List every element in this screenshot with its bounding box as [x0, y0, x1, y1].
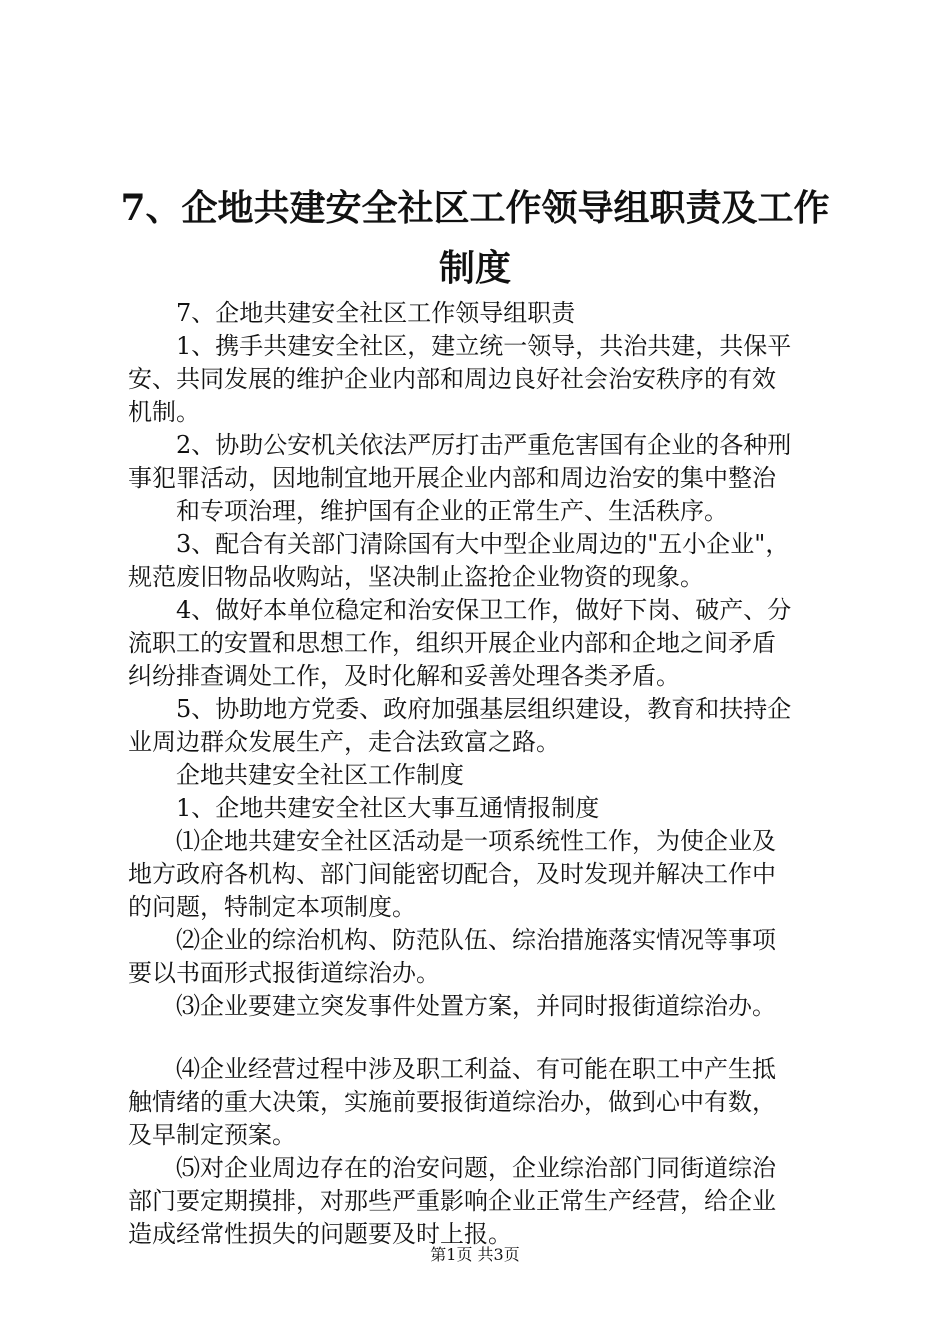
paragraph-line: 2、协助公安机关依法严厉打击严重危害国有企业的各种刑: [176, 431, 792, 459]
paragraph-line: 5、协助地方党委、政府加强基层组织建设，教育和扶持企: [176, 695, 792, 723]
paragraph-line: 安、共同发展的维护企业内部和周边良好社会治安秩序的有效: [128, 365, 776, 393]
paragraph-line: ⑶企业要建立突发事件处置方案，并同时报街道综治办。: [176, 992, 776, 1020]
paragraph-line: ⑸对企业周边存在的治安问题，企业综治部门同街道综治: [176, 1154, 776, 1182]
section-heading: 企地共建安全社区工作制度: [176, 761, 464, 789]
document-title-line-2: 制度: [438, 247, 511, 289]
paragraph-line: 的问题，特制定本项制度。: [128, 893, 416, 921]
paragraph-line: 4、做好本单位稳定和治安保卫工作，做好下岗、破产、分: [176, 596, 792, 624]
paragraph-line: 流职工的安置和思想工作，组织开展企业内部和企地之间矛盾: [128, 629, 776, 657]
paragraph-line: 纠纷排查调处工作，及时化解和妥善处理各类矛盾。: [128, 662, 680, 690]
section-heading: 7、企地共建安全社区工作领导组职责: [176, 299, 576, 327]
paragraph-line: 1、携手共建安全社区，建立统一领导，共治共建，共保平: [176, 332, 792, 360]
page-number-footer: 第1页 共3页: [430, 1245, 520, 1264]
paragraph-line: ⑷企业经营过程中涉及职工利益、有可能在职工中产生抵: [176, 1055, 776, 1083]
paragraph-gap: [128, 1023, 828, 1053]
paragraph-line: 及早制定预案。: [128, 1121, 296, 1149]
paragraph-line: 业周边群众发展生产，走合法致富之路。: [128, 728, 560, 756]
paragraph-line: 部门要定期摸排，对那些严重影响企业正常生产经营，给企业: [128, 1187, 776, 1215]
paragraph-line: 3、配合有关部门清除国有大中型企业周边的"五小企业"，: [176, 530, 790, 558]
document-title-line-1: 7、企地共建安全社区工作领导组职责及工作: [120, 187, 830, 229]
paragraph-line: ⑵企业的综治机构、防范队伍、综治措施落实情况等事项: [176, 926, 776, 954]
paragraph-line: 机制。: [128, 398, 200, 426]
subsection-heading: 1、企地共建安全社区大事互通情报制度: [176, 794, 600, 822]
paragraph-line: 规范废旧物品收购站，坚决制止盗抢企业物资的现象。: [128, 563, 704, 591]
paragraph-line: ⑴企地共建安全社区活动是一项系统性工作，为使企业及: [176, 827, 776, 855]
paragraph-line: 要以书面形式报街道综治办。: [128, 959, 440, 987]
paragraph-line: 事犯罪活动，因地制宜地开展企业内部和周边治安的集中整治: [128, 464, 776, 492]
paragraph-line: 造成经常性损失的问题要及时上报。: [128, 1220, 512, 1248]
paragraph-line: 地方政府各机构、部门间能密切配合，及时发现并解决工作中: [128, 860, 776, 888]
paragraph-line: 触情绪的重大决策，实施前要报街道综治办，做到心中有数，: [128, 1088, 776, 1116]
document-body: [128, 297, 828, 1251]
paragraph-line: 和专项治理，维护国有企业的正常生产、生活秩序。: [176, 497, 728, 525]
